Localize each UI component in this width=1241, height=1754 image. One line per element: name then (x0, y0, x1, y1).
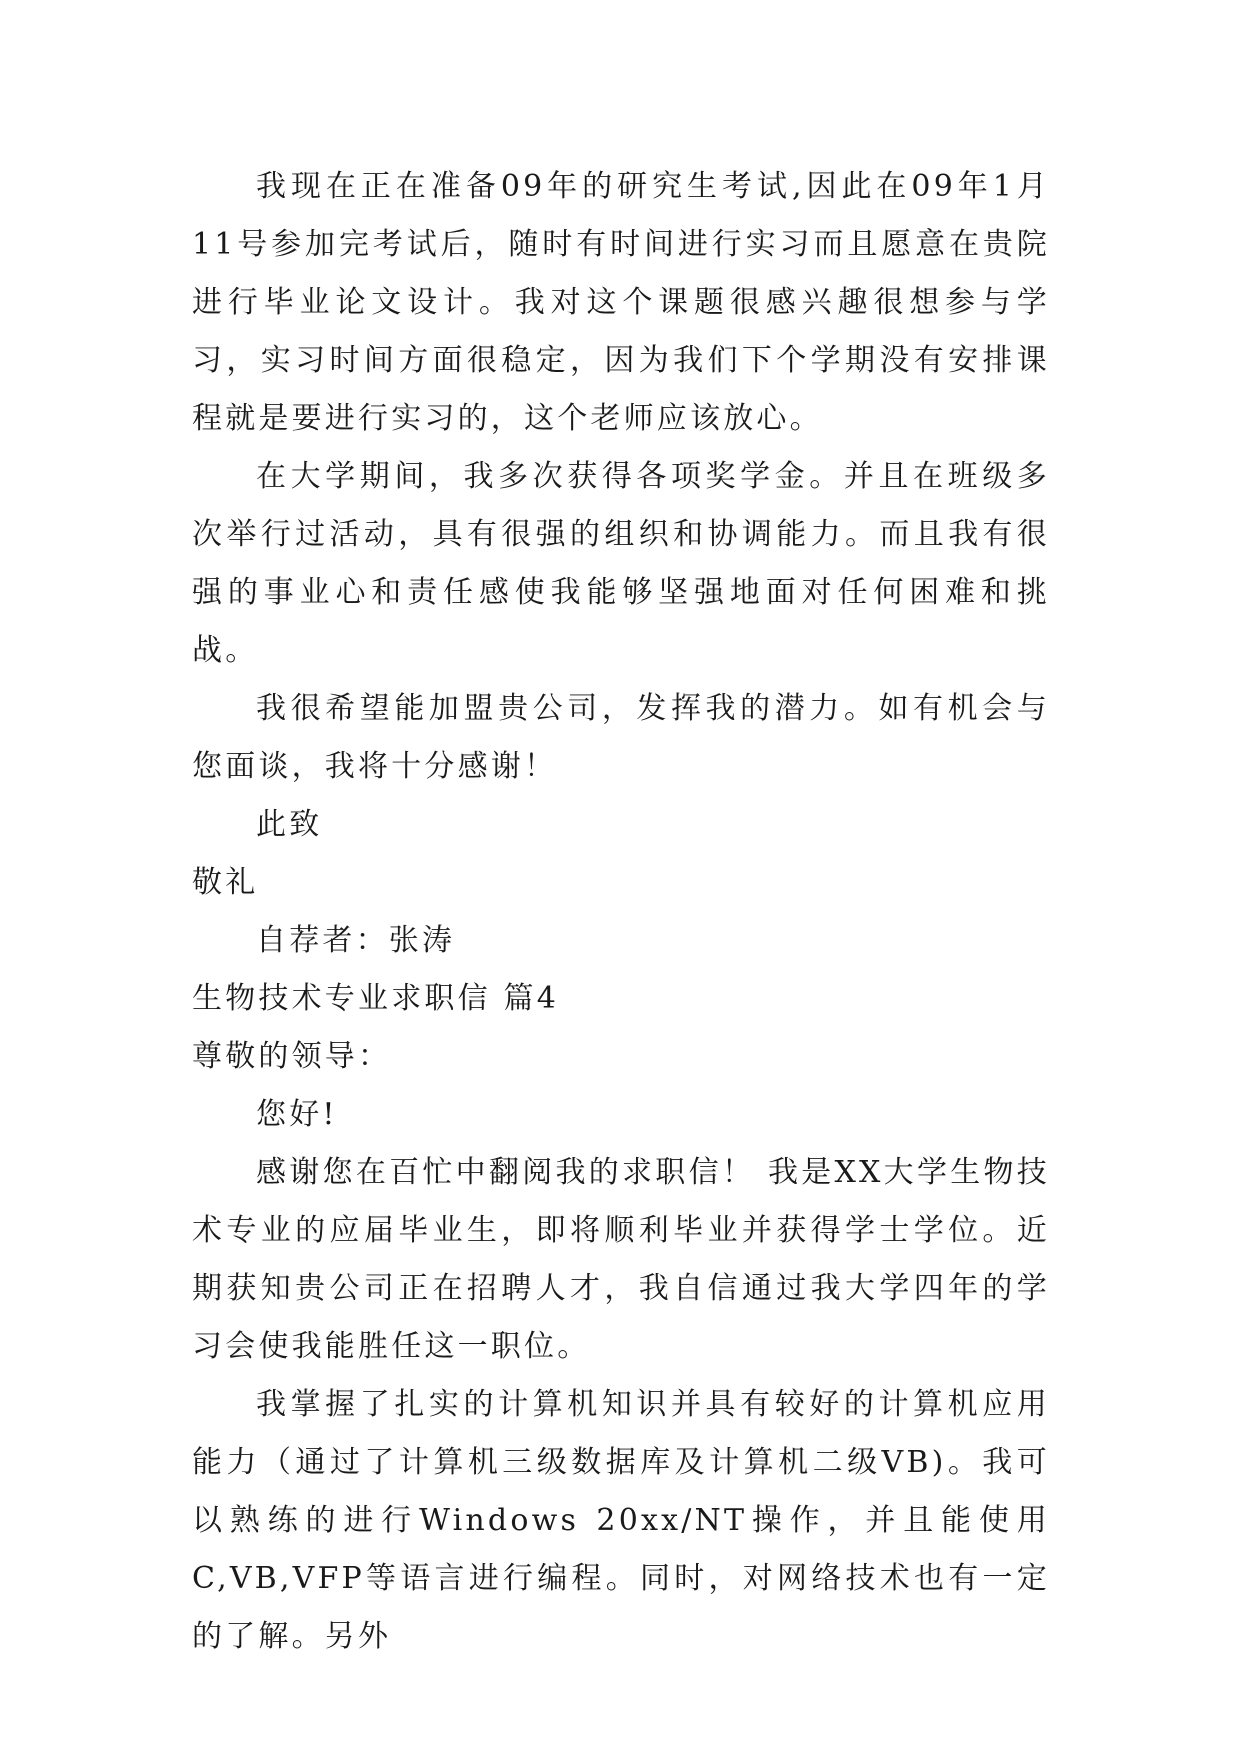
paragraph-introduction: 感谢您在百忙中翻阅我的求职信！ 我是XX大学生物技术专业的应届毕业生，即将顺利毕业并获得学士学位。近期获知贵公司正在招聘人才，我自信通过我大学四年的学习会使我能胜任这一职位。 (192, 1155, 1050, 1364)
letter-greeting: 尊敬的领导： (192, 1039, 392, 1074)
paragraph-closing-hope: 我很希望能加盟贵公司，发挥我的潜力。如有机会与您面谈，我将十分感谢！ (192, 691, 1050, 784)
paragraph-internship-availability: 我现在正在准备09年的研究生考试,因此在09年1月11号参加完考试后，随时有时间进行实习而且愿意在贵院进行毕业论文设计。我对这个课题很感兴趣很想参与学习，实习时间方面很稳定，因为我们下个学期没有安排课程就是要进行实习的，这个老师应该放心。 (192, 169, 1050, 436)
paragraph-university-achievements: 在大学期间，我多次获得各项奖学金。并且在班级多次举行过活动，具有很强的组织和协调能力。而且我有很强的事业心和责任感使我能够坚强地面对任何困难和挑战。 (192, 459, 1050, 668)
salutation-cizhi: 此致 (256, 807, 323, 842)
document-page (192, 158, 1050, 1666)
salutation-jingli: 敬礼 (192, 865, 259, 900)
letter-hello: 您好! (256, 1097, 338, 1132)
signature-line: 自荐者：张涛 (256, 923, 456, 958)
section-heading: 生物技术专业求职信 篇4 (192, 981, 560, 1016)
paragraph-computer-skills: 我掌握了扎实的计算机知识并具有较好的计算机应用能力（通过了计算机三级数据库及计算机二级VB)。我可以熟练的进行Windows 20xx/NT操作，并且能使用C,VB,VFP等语言进行编程。同时，对网络技术也有一定的了解。另外 (192, 1387, 1050, 1654)
